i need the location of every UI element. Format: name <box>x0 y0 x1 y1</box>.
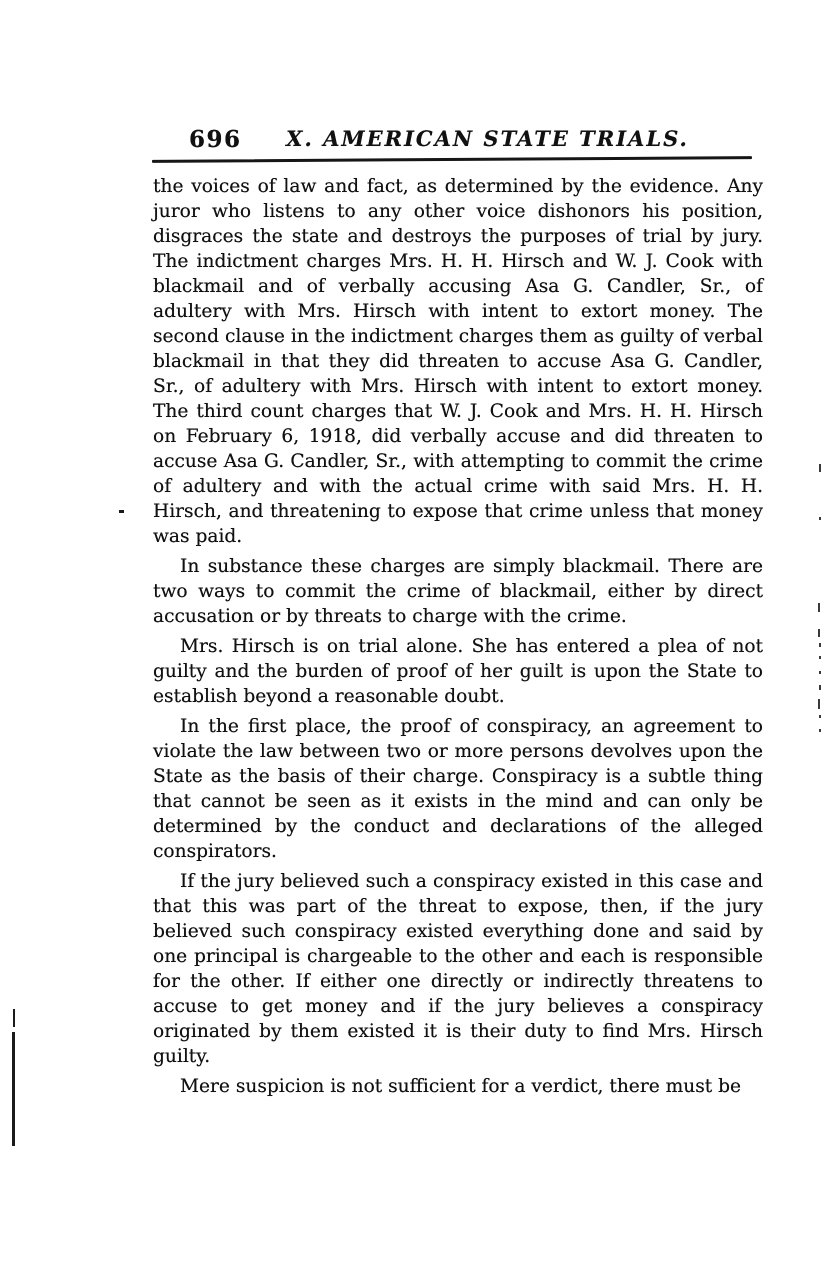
scan-artifact-right-mark <box>819 685 821 690</box>
scan-artifact-right-mark <box>819 715 821 718</box>
body-paragraph: the voices of law and fact, as determined by the evidence. Any juror who listens to any other voice dishonors his position, disgraces the state and destroys the purposes of trial by jury. The indictment charges Mrs. H. H. Hirsch and W. J. Cook with blackmail and of verbally accusing Asa G. Candler, Sr., of adultery with Mrs. Hirsch with intent to extort money. The second clause in the indictment charges them as guilty of verbal blackmail in that they did threaten to accuse Asa G. Candler, Sr., of adultery with Mrs. Hirsch with intent to extort money. The third count charges that W. J. Cook and Mrs. H. H. Hirsch on February 6, 1918, did verbally accuse and did threaten to accuse Asa G. Candler, Sr., with attempting to commit the crime of adultery and with the actual crime with said Mrs. H. H. Hirsch, and threatening to expose that crime unless that money was paid. <box>153 176 763 547</box>
scan-artifact-right-mark <box>819 464 821 472</box>
scan-artifact-right-mark <box>819 517 821 520</box>
page-number: 696 <box>189 126 242 153</box>
scan-artifact-left-dash <box>119 510 124 513</box>
header-rule <box>152 156 752 163</box>
body-paragraph: In the first place, the proof of conspiracy, an agreement to violate the law between two or more persons devolves upon the State as the basis of their charge. Conspiracy is a subtle thing that cannot be seen as it exists in the mind and can only be determined by the conduct and declarations of the alleged conspirators. <box>153 716 763 862</box>
page-header <box>153 124 762 154</box>
body-paragraph: Mrs. Hirsch is on trial alone. She has entered a plea of not guilty and the burden of proof of her guilt is upon the State to establish beyond a reasonable doubt. <box>153 636 763 707</box>
scan-artifact-right-mark <box>818 699 820 709</box>
scan-artifact-right-mark <box>819 656 821 659</box>
body-paragraph: Mere suspicion is not sufficient for a verdict, there must be <box>180 1076 742 1097</box>
scan-artifact-left-line-short <box>13 1009 15 1027</box>
body-paragraph: In substance these charges are simply blackmail. There are two ways to commit the crime of blackmail, either by direct accusation or by threats to charge with the crime. <box>153 556 763 627</box>
scan-artifact-left-line-long <box>12 1032 15 1146</box>
scan-artifact-right-mark <box>818 603 820 612</box>
body-paragraph: If the jury believed such a conspiracy existed in this case and that this was part of the threat to expose, then, if the jury believed such conspiracy existed everything done and said by one principal is chargeable to the other and each is responsible for the other. If either one directly or indirectly threatens to accuse to get money and if the jury believes a conspiracy originated by them existed it is their duty to find Mrs. Hirsch guilty. <box>153 871 763 1067</box>
page-body <box>153 174 763 1104</box>
running-title: X. AMERICAN STATE TRIALS. <box>286 126 689 151</box>
scan-artifact-right-mark <box>819 729 821 732</box>
scan-artifact-right-mark <box>818 629 820 637</box>
scan-artifact-right-mark <box>819 671 821 674</box>
scan-artifact-right-mark <box>819 643 821 647</box>
